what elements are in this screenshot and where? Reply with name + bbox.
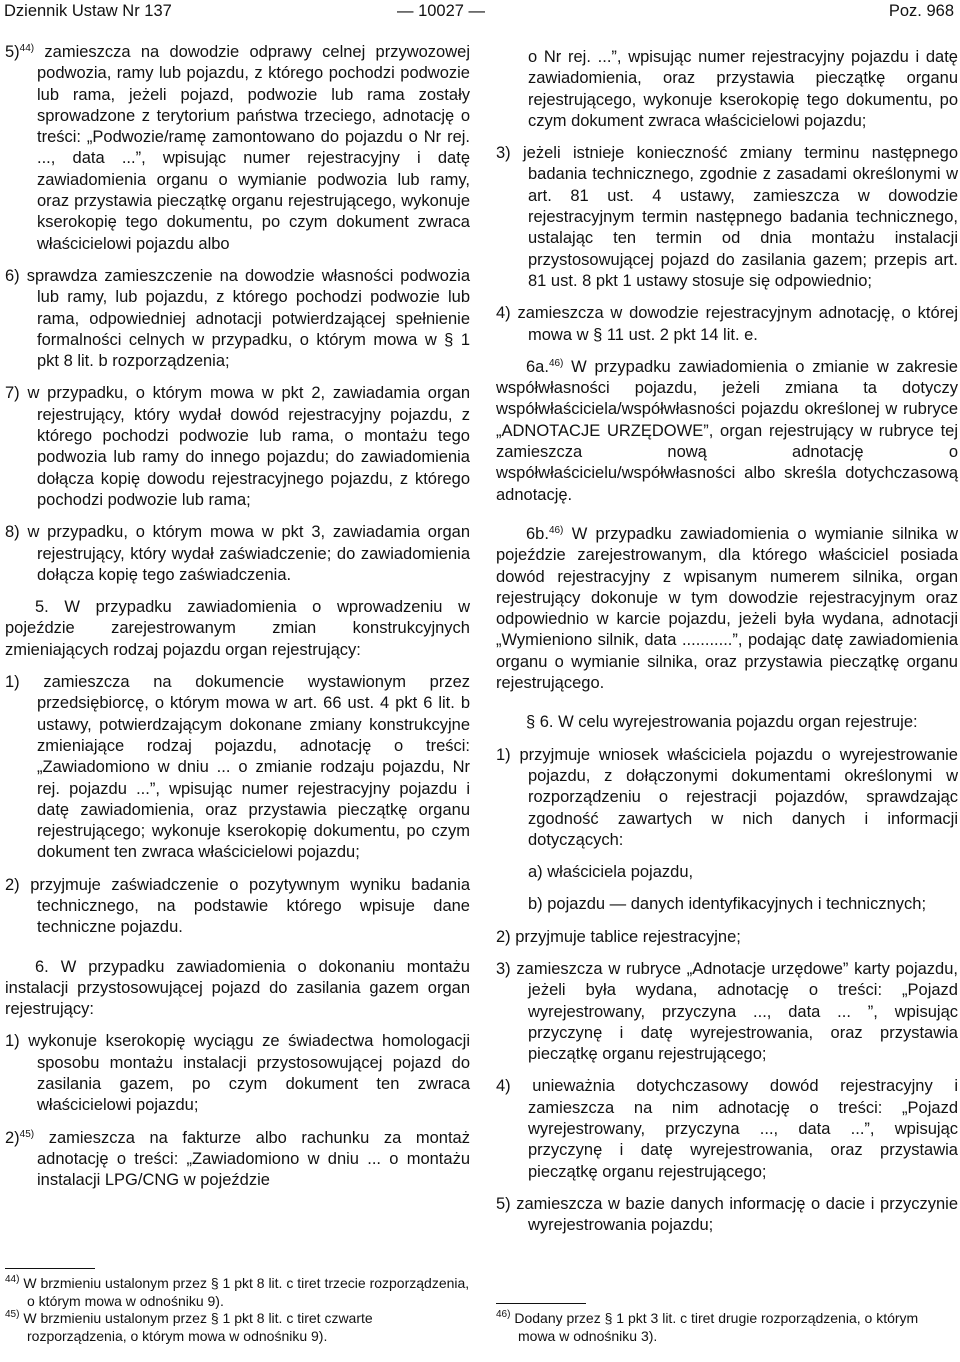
- footnote-number: 45): [5, 1309, 20, 1320]
- left-column: [5, 42, 470, 1203]
- list-item: 4) unieważnia dotychczasowy dowód rejestracyjny i zamieszcza na nim adnotację o treści: „Pojazd wyrejestrowany, przyczyna ..., data ...”, wpisując przyczynę i datę wyrejestrowania, oraz przystawia pieczątkę organu rejestrującego;: [496, 1077, 958, 1181]
- paragraph-text: W przypadku zawiadomienia o wymianie silnika w pojeździe zarejestrowanym, dla którego właściciel posiada dowód rejestracyjny z wpisanym numerem silnika, organ rejestrujący dokonuje w tym dowodzie rejestracyjnym oraz odpowiednio w karcie pojazdu, jeżeli była wydana, adnotacji „Wymieniono silnik, data ...........”, podając datę zawiadomienia organu o wymianie silnika, oraz przystawia pieczątkę organu rejestrującego.: [496, 524, 958, 693]
- position-number: Poz. 968: [888, 2, 954, 20]
- paragraph-text: W przypadku zawiadomienia o zmianie w zakresie współwłasności pojazdu, jeżeli zmiana ta dotyczy współwłaściciela/współwłasności pojazdu określonej w rubryce „ADNOTACJE URZĘDOWE”, organ rejestrujący w rubryce tej zamieszcza nową adnotację o współwłaścicielu/współwłasności albo skreśla dotychczasową adnotację.: [496, 357, 958, 504]
- item-number: 2): [5, 1128, 20, 1147]
- list-item: 6) sprawdza zamieszczenie na dowodzie własności podwozia lub ramy, lub pojazdu, z którego pochodzi podwozie lub rama, odpowiedniej adnotacji potwierdzającej spełnienie formalności celnych w przypadku, o którym mowa w § 1 pkt 8 lit. b rozporządzenia;: [5, 266, 470, 371]
- footnote: [5, 1275, 470, 1310]
- list-item: 3) jeżeli istnieje konieczność zmiany terminu następnego badania technicznego, zgodnie z zasadami określonymi w art. 81 ust. 4 ustawy, zamieszcza w dowodzie rejestracyjnym termin następnego badania technicznego, ustalając ten termin od dnia montażu instalacji przystosowującej pojazd do zasilania gazem; przepis art. 81 ust. 8 pkt 1 ustawy stosuje się odpowiednio;: [496, 144, 958, 290]
- footnotes-left: [5, 1268, 470, 1345]
- right-column: [496, 47, 958, 1248]
- footnote-ref: 45): [19, 1128, 35, 1140]
- list-item: 1) przyjmuje wniosek właściciela pojazdu o wyrejestrowanie pojazdu, z dołączonymi dokumentami określonymi w rozporządzeniu o rejestracji pojazdów, sprawdzając zgodność zawartych w nich danych i informacji dotyczących:: [496, 745, 958, 849]
- footnote-ref: 44): [19, 43, 35, 54]
- footnote-ref: 46): [548, 524, 564, 536]
- journal-title: Dziennik Ustaw Nr 137: [4, 2, 172, 20]
- footnote-text: W brzmieniu ustalonym przez § 1 pkt 8 lit. c tiret trzecie rozporządzenia, o którym mowa w odnośniku 9).: [23, 1275, 470, 1309]
- footnote-separator: [5, 1268, 95, 1269]
- list-item: [5, 1128, 470, 1192]
- list-item: 1) wykonuje kserokopię wyciągu ze świadectwa homologacji sposobu montażu instalacji przystosowującej pojazd do zasilania gazem, po czym dokument ten zwraca właścicielowi pojazdu;: [5, 1032, 470, 1115]
- footnotes-right: [496, 1303, 958, 1345]
- footnote-ref: 46): [548, 357, 564, 369]
- section-paragraph: § 6. W celu wyrejestrowania pojazdu organ rejestruje:: [526, 713, 918, 732]
- footnote-separator: [496, 1303, 586, 1304]
- footnote: [5, 1310, 470, 1345]
- paragraph: 6. W przypadku zawiadomienia o dokonaniu montażu instalacji przystosowującej pojazd do zasilania gazem organ rejestrujący:: [5, 957, 470, 1019]
- list-item: 5) zamieszcza w bazie danych informację o dacie i przyczynie wyrejestrowania pojazdu;: [496, 1194, 958, 1235]
- sub-list-item: a) właściciela pojazdu,: [528, 863, 694, 882]
- list-item: 8) w przypadku, o którym mowa w pkt 3, zawiadamia organ rejestrujący, który wydał zaświadczenie; do zawiadomienia dołącza kopię tego zaświadczenia.: [5, 523, 470, 584]
- list-item: 3) zamieszcza w rubryce „Adnotacje urzędowe” karty pojazdu, jeżeli była wydana, adnotację o treści: „Pojazd wyrejestrowany, przyczyna ..., data ... ”, wpisując przyczynę i datę wyrejestrowania, oraz przystawia pieczątkę organu rejestrującego;: [496, 959, 958, 1064]
- footnote: [496, 1310, 958, 1345]
- list-item: 2) przyjmuje tablice rejestracyjne;: [496, 927, 741, 946]
- list-item: 2) przyjmuje zaświadczenie o pozytywnym wyniku badania technicznego, na podstawie którego wpisuje dane techniczne pojazdu.: [5, 875, 470, 937]
- item-number: 5): [5, 43, 20, 61]
- list-item: [5, 42, 470, 255]
- footnote-text: W brzmieniu ustalonym przez § 1 pkt 8 lit. c tiret czwarte rozporządzenia, o którym mowa w odnośniku 9).: [23, 1310, 373, 1344]
- paragraph: [496, 357, 958, 506]
- paragraph: [496, 524, 958, 694]
- footnote-number: 44): [5, 1274, 20, 1285]
- paragraph-number: 6b.: [526, 524, 549, 543]
- list-item: 4) zamieszcza w dowodzie rejestracyjnym adnotację, o której mowa w § 11 ust. 2 pkt 14 lit. e.: [496, 304, 958, 344]
- paragraph: 5. W przypadku zawiadomienia o wprowadzeniu w pojeździe zarejestrowanym zmian konstrukcyjnych zmieniających rodzaj pojazdu organ rejestrujący:: [5, 598, 470, 659]
- item-text: zamieszcza na fakturze albo rachunku za montaż adnotację o treści: „Zawiadomiono w dniu ... o montażu instalacji LPG/CNG w pojeździe: [37, 1128, 470, 1190]
- page-number: — 10027 —: [397, 2, 486, 20]
- continuation-text: o Nr rej. ...”, wpisując numer rejestracyjny pojazdu i datę zawiadomienia, oraz przystawia pieczątkę organu rejestrującego, wykonuje kserokopię tego dokumentu, po czym dokument zwraca właścicielowi pojazdu;: [528, 48, 958, 130]
- footnote-number: 46): [496, 1309, 511, 1320]
- footnote-text: Dodany przez § 1 pkt 3 lit. c tiret drugie rozporządzenia, o którym mowa w odnośniku 3).: [514, 1310, 919, 1344]
- paragraph-number: 6a.: [526, 357, 549, 376]
- sub-list-item: b) pojazdu — danych identyfikacyjnych i technicznych;: [528, 895, 927, 914]
- page-header: [4, 0, 954, 22]
- list-item: 7) w przypadku, o którym mowa w pkt 2, zawiadamia organ rejestrujący, który wydał dowód rejestracyjny pojazdu, z którego pochodzi podwozie lub rama, o montażu tego podwozia lub ramy do innego pojazdu; do zawiadomienia dołącza kopię dowodu rejestracyjnego pojazdu, z którego pochodzi podwozie lub rama;: [5, 384, 470, 509]
- item-text: zamieszcza na dowodzie odprawy celnej przywozowej podwozia, ramy lub pojazdu, z którego pochodzi podwozie lub rama, jeżeli pojazd, podwozie lub rama zostały sprowadzone z terytorium państwa trzeciego, adnotację o treści: „Podwozie/ramę zamontowano do pojazdu o Nr rej. ..., data ...”, wpisując numer rejestracyjny i datę zawiadomienia organu o wymianie podwozia lub ramy, oraz przystawia pieczątkę organu rejestrującego, wykonuje kserokopię tego dokumentu, po czym dokument zwraca właścicielowi pojazdu albo: [37, 43, 470, 253]
- list-item: 1) zamieszcza na dokumencie wystawionym przez przedsiębiorcę, o którym mowa w art. 66 ust. 4 pkt 6 lit. b ustawy, potwierdzającym dokonane zmiany konstrukcyjne zmieniające rodzaj pojazdu, adnotację o treści: „Zawiadomiono w dniu ... o zmianie rodzaju pojazdu, Nr rej. pojazdu ...”, wpisując numer rejestracyjny pojazdu i datę zawiadomienia, oraz przystawia pieczątkę organu rejestrującego; wykonuje kserokopię dokumentu, po czym dokument ten zwraca właścicielowi pojazdu;: [5, 673, 470, 862]
